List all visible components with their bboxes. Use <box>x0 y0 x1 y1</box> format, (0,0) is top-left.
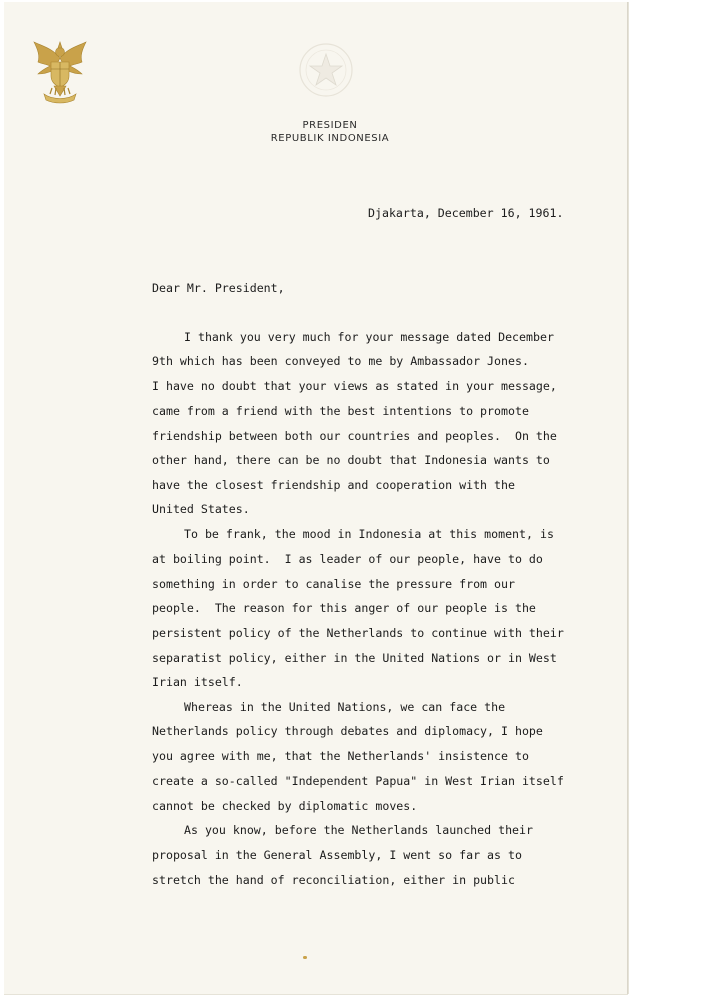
letter-paper <box>4 2 628 994</box>
body-line: cannot be checked by diplomatic moves. <box>152 799 418 813</box>
body-line: proposal in the General Assembly, I went so far as to <box>152 848 522 862</box>
body-line: friendship between both our countries and peoples. On the <box>152 429 557 443</box>
body-line: Irian itself. <box>152 675 243 689</box>
paper-edge <box>627 2 628 994</box>
embossed-star-seal-icon <box>294 38 358 102</box>
body-line: you agree with me, that the Netherlands' insistence to <box>152 749 529 763</box>
body-line: stretch the hand of reconciliation, either in public <box>152 873 515 887</box>
body-line: at boiling point. I as leader of our people, have to do <box>152 552 543 566</box>
garuda-emblem-icon <box>30 38 90 106</box>
salutation: Dear Mr. President, <box>152 281 285 295</box>
body-line: have the closest friendship and cooperation with the <box>152 478 515 492</box>
body-line: something in order to canalise the pressure from our <box>152 577 515 591</box>
body-line: create a so-called "Independent Papua" in West Irian itself <box>152 774 564 788</box>
letterhead-subtitle: REPUBLIK INDONESIA <box>270 133 390 144</box>
body-line: Netherlands policy through debates and diplomacy, I hope <box>152 724 543 738</box>
body-line: To be frank, the mood in Indonesia at this moment, is <box>184 527 554 541</box>
body-line: United States. <box>152 502 250 516</box>
letterhead <box>230 119 430 145</box>
letterhead-title: PRESIDEN <box>302 120 358 131</box>
body-line: other hand, there can be no doubt that Indonesia wants to <box>152 453 550 467</box>
body-line: Whereas in the United Nations, we can face the <box>184 700 506 714</box>
body-line: As you know, before the Netherlands launched their <box>184 823 534 837</box>
body-line: separatist policy, either in the United Nations or in West <box>152 651 557 665</box>
body-line: people. The reason for this anger of our people is the <box>152 601 536 615</box>
letter-date: Djakarta, December 16, 1961. <box>368 206 564 220</box>
body-line: came from a friend with the best intentions to promote <box>152 404 529 418</box>
paper-speck <box>303 956 307 959</box>
body-line: persistent policy of the Netherlands to continue with their <box>152 626 564 640</box>
body-line: I have no doubt that your views as stated in your message, <box>152 379 557 393</box>
body-line: 9th which has been conveyed to me by Ambassador Jones. <box>152 354 529 368</box>
body-line: I thank you very much for your message dated December <box>184 330 554 344</box>
